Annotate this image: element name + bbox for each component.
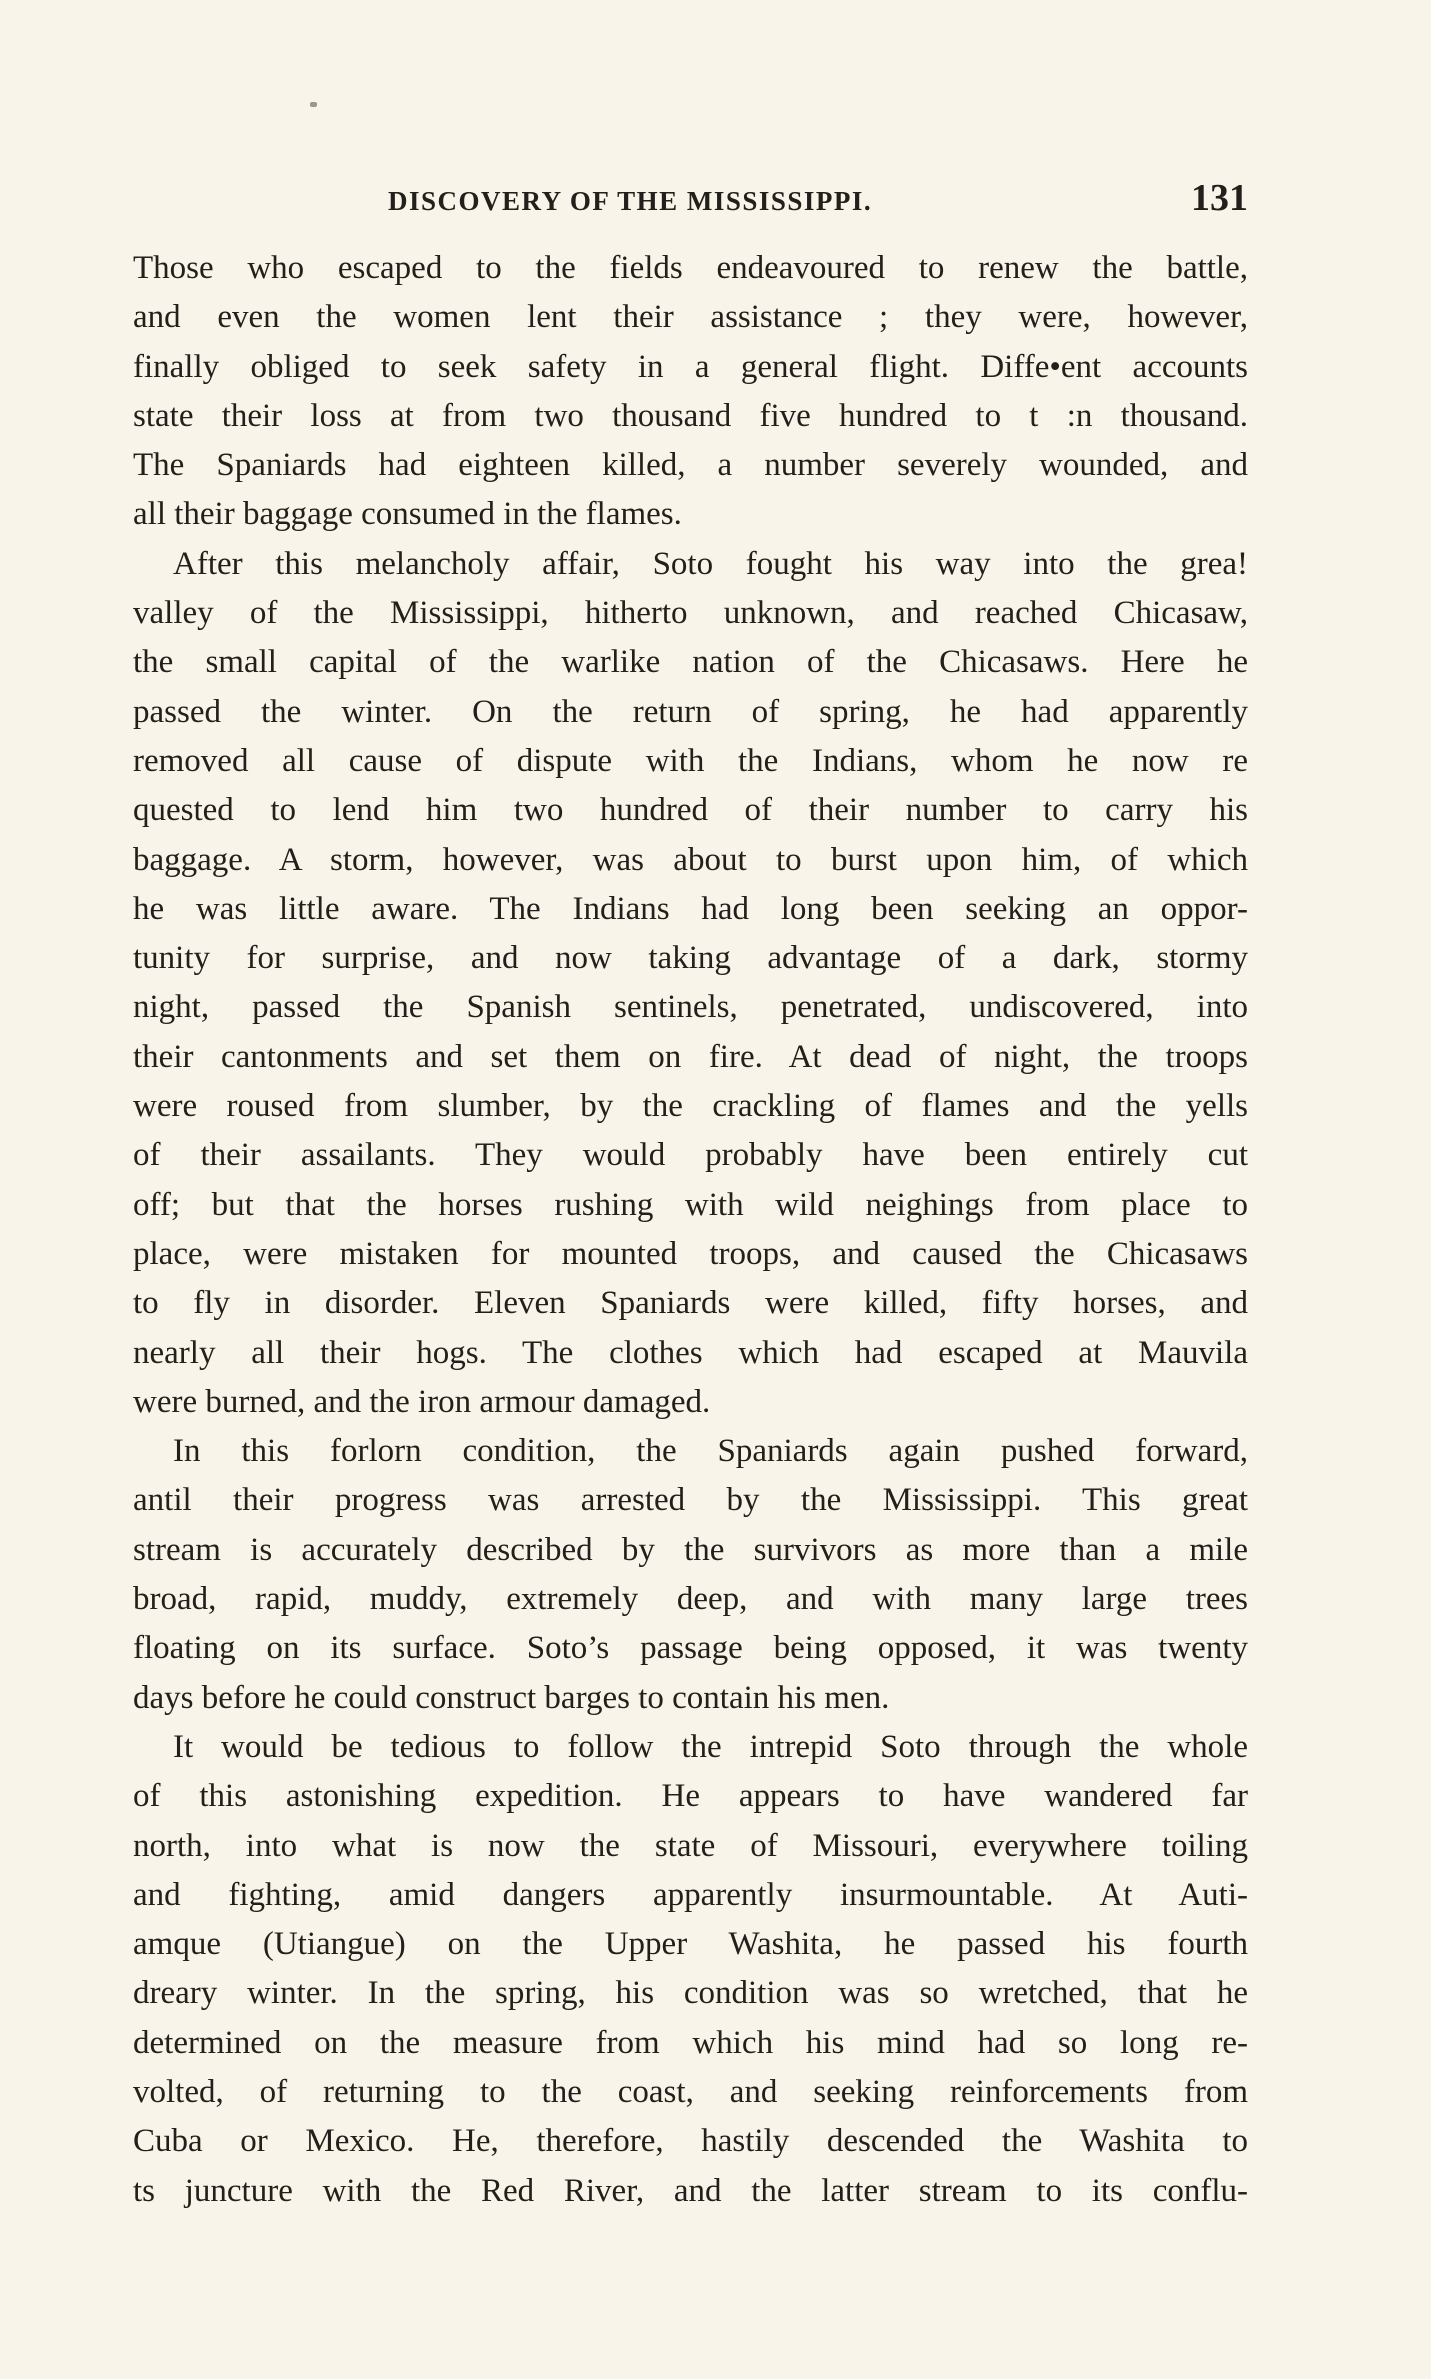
text-line: stream is accurately described by the survivors as more than a mile [133, 1531, 1248, 1568]
text-line: determined on the measure from which his mind had so long re- [133, 2024, 1248, 2061]
body-text [133, 244, 1248, 2216]
text-line: floating on its surface. Soto’s passage being opposed, it was twenty [133, 1630, 1248, 1667]
text-line: their cantonments and set them on fire. At dead of night, the troops [133, 1038, 1248, 1075]
text-line: were burned, and the iron armour damaged. [133, 1383, 711, 1420]
text-line: ts juncture with the Red River, and the latter stream to its conflu- [133, 2172, 1248, 2209]
text-line: Cuba or Mexico. He, therefore, hastily descended the Washita to [133, 2123, 1248, 2160]
text-line: In this forlorn condition, the Spaniards again pushed forward, [173, 1433, 1248, 1470]
print-speck [310, 102, 317, 107]
text-line: finally obliged to seek safety in a general flight. Diffe•ent accounts [133, 348, 1248, 385]
text-line: he was little aware. The Indians had long been seeking an oppor- [133, 890, 1248, 927]
text-line: to fly in disorder. Eleven Spaniards were killed, fifty horses, and [133, 1285, 1248, 1322]
text-line: place, were mistaken for mounted troops, and caused the Chicasaws [133, 1235, 1248, 1272]
text-line: and even the women lent their assistance ; they were, however, [133, 299, 1248, 336]
text-line: tunity for surprise, and now taking advantage of a dark, stormy [133, 940, 1248, 977]
text-line: nearly all their hogs. The clothes which had escaped at Mauvila [133, 1334, 1248, 1371]
text-line: of their assailants. They would probably have been entirely cut [133, 1137, 1248, 1174]
text-line: the small capital of the warlike nation of the Chicasaws. Here he [133, 644, 1248, 681]
text-line: were roused from slumber, by the crackling of flames and the yells [133, 1088, 1248, 1125]
text-line: of this astonishing expedition. He appears to have wandered far [133, 1778, 1248, 1815]
text-line: night, passed the Spanish sentinels, penetrated, undiscovered, into [133, 989, 1248, 1026]
text-line: valley of the Mississippi, hitherto unknown, and reached Chicasaw, [133, 595, 1248, 632]
text-line: Those who escaped to the fields endeavoured to renew the battle, [133, 250, 1248, 286]
page-number: 131 [1191, 177, 1248, 219]
text-line: state their loss at from two thousand five hundred to t :n thousand. [133, 397, 1248, 434]
text-line: dreary winter. In the spring, his condition was so wretched, that he [133, 1975, 1248, 2012]
text-line: volted, of returning to the coast, and seeking reinforcements from [133, 2073, 1248, 2110]
text-line: removed all cause of dispute with the Indians, whom he now re [133, 742, 1248, 779]
text-line: all their baggage consumed in the flames. [133, 496, 682, 533]
text-line: After this melancholy affair, Soto fought his way into the grea! [173, 545, 1248, 582]
text-line: broad, rapid, muddy, extremely deep, and with many large trees [133, 1581, 1248, 1618]
text-line: antil their progress was arrested by the Mississippi. This great [133, 1482, 1248, 1519]
text-line: and fighting, amid dangers apparently insurmountable. At Auti- [133, 1876, 1248, 1913]
text-line: passed the winter. On the return of spring, he had apparently [133, 693, 1248, 730]
text-line: amque (Utiangue) on the Upper Washita, he passed his fourth [133, 1926, 1248, 1963]
text-line: off; but that the horses rushing with wild neighings from place to [133, 1186, 1248, 1223]
page-header [388, 176, 1248, 232]
text-line: north, into what is now the state of Missouri, everywhere toiling [133, 1827, 1248, 1864]
running-title: DISCOVERY OF THE MISSISSIPPI. [388, 186, 873, 216]
text-line: baggage. A storm, however, was about to burst upon him, of which [133, 841, 1248, 878]
text-line: The Spaniards had eighteen killed, a number severely wounded, and [133, 447, 1248, 484]
text-line: quested to lend him two hundred of their number to carry his [133, 792, 1248, 829]
text-line: days before he could construct barges to contain his men. [133, 1679, 890, 1716]
text-line: It would be tedious to follow the intrepid Soto through the whole [173, 1728, 1248, 1765]
